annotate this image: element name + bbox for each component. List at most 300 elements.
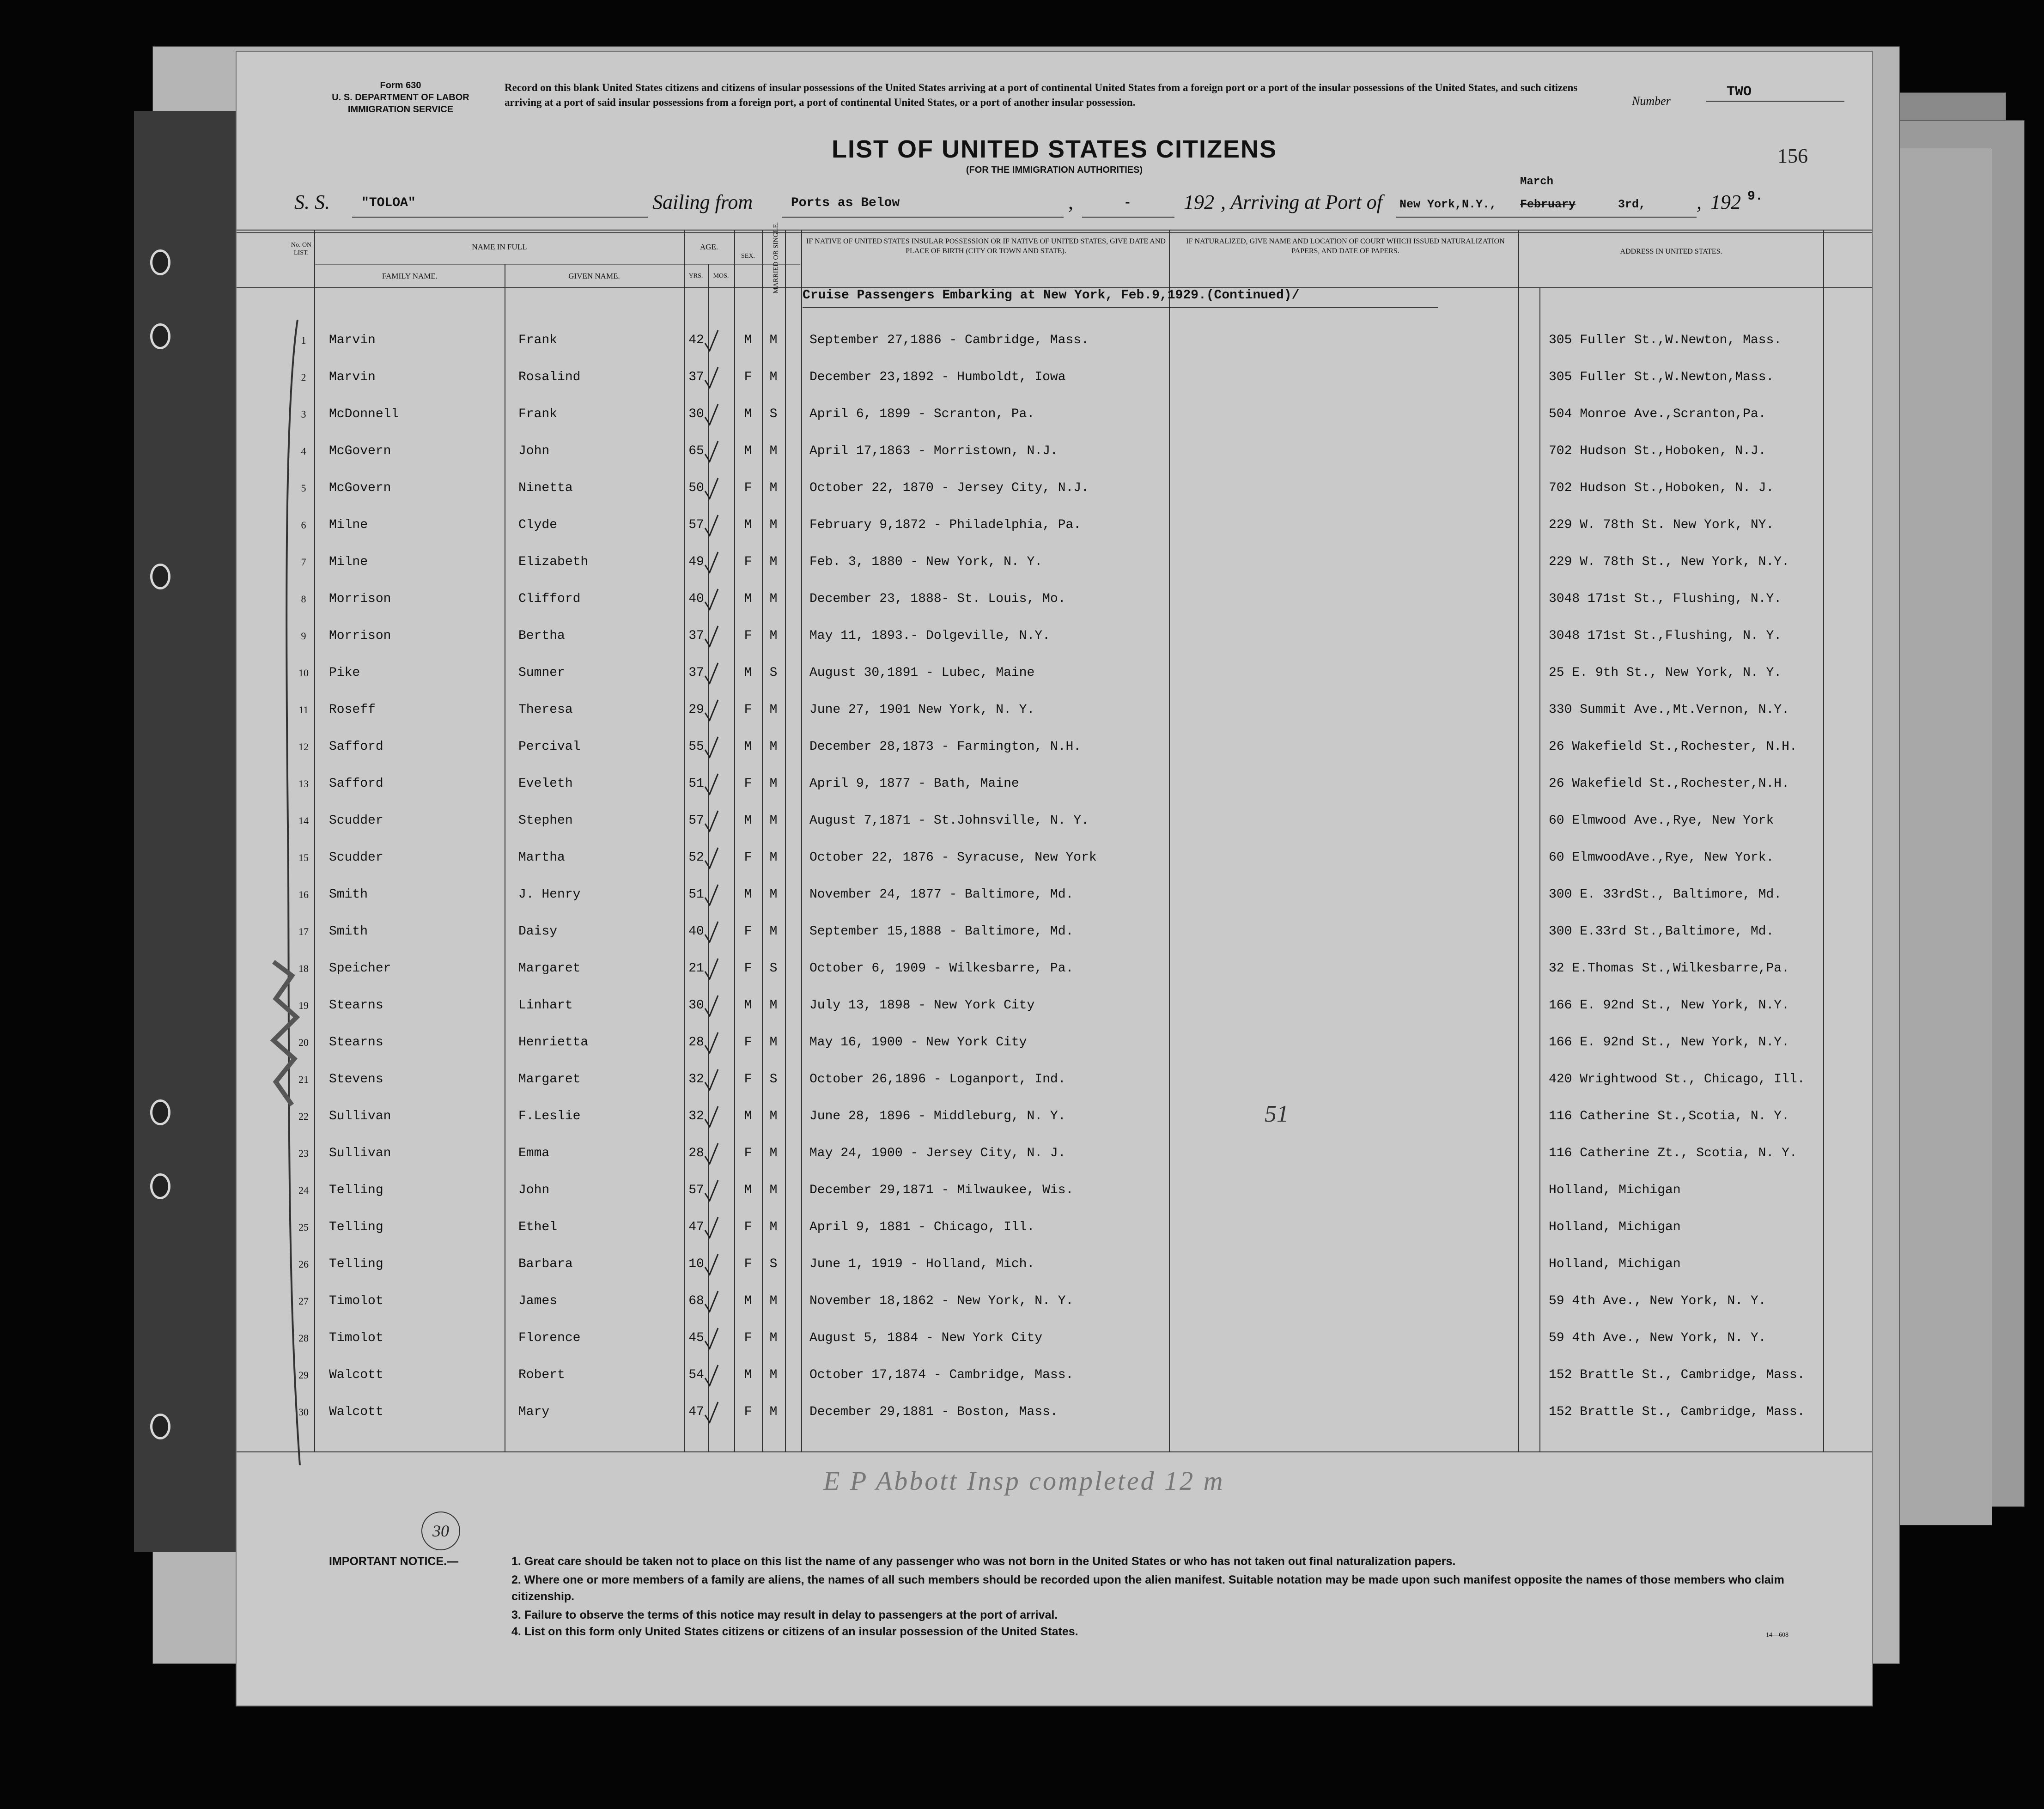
age-years: 51 [688, 887, 704, 902]
sex: M [744, 813, 752, 828]
checkmark-icon [703, 661, 720, 685]
checkmark-icon [703, 809, 720, 833]
col-header-yrs: YRS. [688, 273, 703, 279]
checkmark-icon [703, 735, 720, 759]
marital-status: M [769, 813, 778, 828]
birth-info: April 9, 1877 - Bath, Maine [809, 777, 1019, 791]
row-number: 18 [298, 963, 309, 974]
table-row [237, 950, 1872, 987]
given-name: Robert [518, 1368, 565, 1382]
checkmark-icon [703, 1289, 720, 1313]
address: 26 Wakefield St.,Rochester,N.H. [1549, 777, 1789, 791]
checkmark-icon [703, 772, 720, 796]
table-row [237, 876, 1872, 913]
address: 59 4th Ave., New York, N. Y. [1549, 1294, 1766, 1308]
row-number: 2 [301, 371, 306, 383]
given-name: Eveleth [518, 777, 573, 791]
table-row [237, 692, 1872, 728]
sex: F [744, 370, 752, 384]
marital-status: M [769, 1368, 778, 1382]
binder-hole [150, 249, 170, 275]
checkmark-icon [703, 1215, 720, 1239]
birth-info: May 16, 1900 - New York City [809, 1035, 1027, 1050]
sex: F [744, 481, 752, 495]
notice-heading: IMPORTANT NOTICE.— [329, 1555, 459, 1568]
address: 702 Hudson St.,Hoboken, N. J. [1549, 481, 1774, 495]
page-title: LIST OF UNITED STATES CITIZENS [832, 135, 1277, 163]
sex: M [744, 998, 752, 1013]
table-row [237, 1357, 1872, 1394]
checkmark-icon [703, 439, 720, 463]
family-name: Timolot [329, 1294, 383, 1308]
checkmark-icon [703, 846, 720, 870]
row-number: 15 [298, 852, 309, 863]
sex: M [744, 592, 752, 606]
binder-hole [150, 323, 170, 349]
birth-info: October 17,1874 - Cambridge, Mass. [809, 1368, 1074, 1382]
marital-status: S [769, 1257, 778, 1271]
address: 229 W. 78th St. New York, NY. [1549, 518, 1774, 532]
family-name: Telling [329, 1220, 383, 1234]
checkmark-icon [703, 1363, 720, 1387]
address: 116 Catherine Zt., Scotia, N. Y. [1549, 1146, 1797, 1160]
birth-info: June 28, 1896 - Middleburg, N. Y. [809, 1109, 1066, 1123]
checkmark-icon [703, 550, 720, 574]
manifest-page: Form 630 U. S. DEPARTMENT OF LABOR IMMIGRATION SERVICE Record on this blank United States citizens and citizens of insular possessions of the United States arriving at a port of continental United States from a foreign port or a port of the insular possessions of the United States, and such citizens arriving at a port of said insular possessions from a foreign port, a port of continental United States, or a port of another insular possession. Number TWO LIST OF UNITED STATES CITIZENS (FOR THE IMMIGRATION AUTHORITIES) 156 S. S. "TOLOA" Sailing from Ports as Below , - 192 , Arriving at Port of New York,N.Y., March February 3rd, , 192 9. No. ON LIST. NAME IN FULL FAMILY NAME. GIVEN NAME. AGE. YRS. MOS. SEX. MARRIED OR SINGLE. IF NATIVE OF UNITED STATES INSULAR POSSESSION OR IF NATIVE OF UNITED STATES, GIVE DATE AND PLACE OF BIRTH (CITY OR TOWN AND STATE). IF NATURALIZED, GIVE NAME AND LOCATION OF COURT WHICH ISSUED NATURALIZATION PAPERS, AND DATE OF PAPERS. ADDRESS IN UNITED STATES. Cruise Passengers Embarking at New York, Feb.9,1929.(Continued)/ 1 Marvin Frank 42 M M September 27,1886 - Cambridge, Mass. 305 Fuller St.,W.Newton, Mass. 2 Marvin Rosalind 37 F M December 23,1892 - Humboldt, Iowa 305 Fuller St.,W.Newton,Mass. 3 McDonnell Frank 30 M S April 6, 1899 - Scranton, Pa. 504 Monroe Ave.,Scranton,Pa. 4 McGovern John 65 M M April 17,1863 - Morristown, N.J. 702 Hudson St.,Hoboken, N.J. 5 McGovern Ninetta 50 F M October 22, 1870 - Jersey City, N.J. 702 Hudson St.,Hoboken, N. J. 6 Milne Clyde 57 M M February 9,1872 - Philadelphia, Pa. 229 W. 78th St. New York, NY. 7 Milne Elizabeth 49 F M Feb. 3, 1880 - New York, N. Y. 229 W. 78th St., New York, N.Y. 8 Morrison Clifford 40 M M December 23, 1888- St. Louis, Mo. 3048 171st St., Flushing, N.Y. 9 Morrison Bertha 37 F M May 11, 1893.- Dolgeville, N.Y. 3048 171st St.,Flushing, N. Y. 10 Pike Sumner 37 M S August 30,1891 - Lubec, Maine 25 E. 9th St., New York, N. Y. 11 Roseff Theresa 29 F M June 27, 1901 New York, N. Y. 330 Summit Ave.,Mt.Vernon, N.Y. 12 Safford Percival 55 M M December 28,1873 - Farmington, N.H. 26 Wakefield St.,Rochester, N.H. 13 Safford Eveleth 51 F M April 9, 1877 - Bath, Maine 26 Wakefield St.,Rochester,N.H. 14 Scudder Stephen 57 M M August 7,1871 - St.Johnsville, N. Y. 60 Elmwood Ave.,Rye, New York 15 Scudder Martha 52 F M October 22, 1876 - Syracuse, New York 60 ElmwoodAve.,Rye, New York. 16 Smith J. Henry 51 M M November 24, 1877 - Baltimore, Md. 300 E. 33rdSt., Baltimore, Md. 17 Smith Daisy 40 F M September 15,1888 - Baltimore, Md. 300 E.33rd St.,Baltimore, Md. 18 Speicher Margaret 21 F S October 6, 1909 - Wilkesbarre, Pa. 32 E.Thomas St.,Wilkesbarre,Pa. 19 Stearns Linhart 30 M M July 13, 1898 - New York City 166 E. 92nd St., New York, N.Y. 20 Stearns Henrietta 28 F M May 16, 1900 - New York City 166 E. 92nd St., New York, N.Y. 21 Stevens Margaret 32 F S October 26,1896 - Loganport, Ind. 420 Wrightwood St., Chicago, Ill. 22 Sullivan F.Leslie 32 M M June 28, 1896 - Middleburg, N. Y. 116 Catherine St.,Scotia, N. Y. 23 Sullivan Emma 28 F M May 24, 1900 - Jersey City, N. J. 116 Catherine Zt., Scotia, N. Y. 24 Telling John 57 M M December 29,1871 - Milwaukee, Wis. Holland, Michigan 25 Telling Ethel 47 F M April 9, 1881 - Chicago, Ill. Holland, Michigan 26 Telling Barbara 10 F S June 1, 1919 - Holland, Mich. Holland, Michigan 27 Timolot James 68 M M November 18,1862 - New York, N. Y. 59 4th Ave., New York, N. Y. 28 Timolot Florence 45 F M August 5, 1884 - New York City 59 4th Ave., New York, N. Y. 29 Walcott Robert 54 M M October 17,1874 - Cambridge, Mass. 152 Brattle St., Cambridge, Mass. 30 Walcott Mary 47 F M December 29,1881 - Boston, Mass. 152 Brattle St., Cambridge, Mass. 51 E P Abbott Insp completed 12 m 30 IMPORTANT NOTICE.— 1. Great care should be taken not to place on this list the name of any passenger who was not born in the United States or who has not taken out final naturalization papers. 2. Where one or more members of a family are aliens, the names of all such members should be recorded upon the alien manifest. Suitable notation may be made upon such manifest opposite the names of those members who claim citizenship. 3. Failure to observe the terms of this notice may result in delay to passengers at the port of arrival. 4. List on this form only United States citizens or citizens of an insular possession of the United States. 14—608 [236, 51, 1873, 1706]
age-years: 47 [688, 1220, 704, 1234]
col-header-marital: MARRIED OR SINGLE. [772, 222, 780, 294]
marital-status: M [769, 1294, 778, 1308]
col-header-name: NAME IN FULL [472, 243, 527, 251]
family-name: McGovern [329, 444, 391, 458]
sex: F [744, 1146, 752, 1160]
table-row [237, 765, 1872, 802]
checkmark-icon [703, 1252, 720, 1276]
birth-info: June 1, 1919 - Holland, Mich. [809, 1257, 1035, 1271]
checkmark-icon [703, 1326, 720, 1350]
row-number: 1 [301, 334, 306, 346]
family-name: Morrison [329, 629, 391, 643]
marital-status: M [769, 629, 778, 643]
sex: M [744, 1294, 752, 1308]
given-name: Mary [518, 1405, 550, 1419]
table-row [237, 470, 1872, 507]
address: 330 Summit Ave.,Mt.Vernon, N.Y. [1549, 703, 1789, 717]
age-years: 52 [688, 850, 704, 865]
given-name: John [518, 444, 550, 458]
given-name: Stephen [518, 813, 573, 828]
age-years: 32 [688, 1072, 704, 1087]
address: 166 E. 92nd St., New York, N.Y. [1549, 998, 1789, 1013]
marital-status: M [769, 740, 778, 754]
given-name: Ninetta [518, 481, 573, 495]
family-name: Morrison [329, 592, 391, 606]
marital-status: M [769, 777, 778, 791]
given-name: James [518, 1294, 558, 1308]
address: 300 E.33rd St.,Baltimore, Md. [1549, 924, 1774, 939]
address: Holland, Michigan [1549, 1257, 1681, 1271]
sex: M [744, 333, 752, 347]
marital-status: S [769, 961, 778, 976]
row-number: 21 [298, 1074, 309, 1085]
table-row [237, 655, 1872, 692]
age-years: 42 [688, 333, 704, 347]
address: 305 Fuller St.,W.Newton,Mass. [1549, 370, 1774, 384]
col-header-given: GIVEN NAME. [568, 272, 620, 280]
family-name: Timolot [329, 1331, 383, 1345]
given-name: John [518, 1183, 550, 1197]
arrival-year: 192 [1710, 191, 1741, 213]
given-name: Daisy [518, 924, 558, 939]
sex: F [744, 961, 752, 976]
marital-status: M [769, 370, 778, 384]
sailing-year: 192 [1184, 191, 1214, 213]
checkmark-icon [703, 587, 720, 611]
birth-info: December 23, 1888- St. Louis, Mo. [809, 592, 1066, 606]
given-name: Clyde [518, 518, 558, 532]
address: 3048 171st St., Flushing, N.Y. [1549, 592, 1782, 606]
table-row [237, 396, 1872, 433]
checkmark-icon [703, 1068, 720, 1092]
marital-status: M [769, 1220, 778, 1234]
row-number: 8 [301, 593, 306, 605]
margin-bracket-mark [279, 320, 307, 1465]
table-row [237, 1394, 1872, 1431]
age-years: 68 [688, 1294, 704, 1308]
row-number: 4 [301, 445, 306, 457]
birth-info: October 22, 1870 - Jersey City, N.J. [809, 481, 1089, 495]
row-number: 12 [298, 741, 309, 753]
birth-info: Feb. 3, 1880 - New York, N. Y. [809, 555, 1043, 569]
family-name: Stevens [329, 1072, 383, 1087]
table-row [237, 433, 1872, 470]
age-years: 40 [688, 592, 704, 606]
marital-status: S [769, 1072, 778, 1087]
family-name: Scudder [329, 813, 383, 828]
table-row [237, 1024, 1872, 1061]
col-header-birth: IF NATIVE OF UNITED STATES INSULAR POSSESSION OR IF NATIVE OF UNITED STATES, GIVE DATE AND PLACE OF BIRTH (CITY OR TOWN AND STATE). [806, 237, 1166, 255]
given-name: Clifford [518, 592, 581, 606]
arrival-year-suffix: 9. [1747, 189, 1763, 204]
binder-hole [150, 1173, 170, 1199]
family-name: Roseff [329, 703, 376, 717]
given-name: Frank [518, 407, 558, 421]
birth-info: April 17,1863 - Morristown, N.J. [809, 444, 1058, 458]
age-years: 51 [688, 777, 704, 791]
age-years: 65 [688, 444, 704, 458]
checkmark-icon [703, 994, 720, 1018]
marital-status: M [769, 518, 778, 532]
birth-info: November 18,1862 - New York, N. Y. [809, 1294, 1074, 1308]
marital-status: M [769, 850, 778, 865]
family-name: Milne [329, 555, 368, 569]
marital-status: M [769, 1146, 778, 1160]
family-name: Stearns [329, 998, 383, 1013]
table-row [237, 802, 1872, 839]
birth-info: October 6, 1909 - Wilkesbarre, Pa. [809, 961, 1074, 976]
address: 32 E.Thomas St.,Wilkesbarre,Pa. [1549, 961, 1789, 976]
age-years: 57 [688, 1183, 704, 1197]
table-row [237, 1061, 1872, 1098]
family-name: Speicher [329, 961, 391, 976]
birth-info: June 27, 1901 New York, N. Y. [809, 703, 1035, 717]
address: Holland, Michigan [1549, 1220, 1681, 1234]
address: 300 E. 33rdSt., Baltimore, Md. [1549, 887, 1782, 902]
row-number: 24 [298, 1184, 309, 1196]
age-years: 40 [688, 924, 704, 939]
address: 166 E. 92nd St., New York, N.Y. [1549, 1035, 1789, 1050]
marital-status: M [769, 1183, 778, 1197]
marital-status: M [769, 444, 778, 458]
given-name: Theresa [518, 703, 573, 717]
marital-status: M [769, 1109, 778, 1123]
continuation-note: Cruise Passengers Embarking at New York, Feb.9,1929.(Continued)/ [803, 288, 1300, 303]
col-header-mos: MOS. [713, 273, 729, 279]
sailing-label: Sailing from [652, 191, 753, 213]
given-name: Martha [518, 850, 565, 865]
table-row [237, 618, 1872, 655]
number-label: Number [1632, 94, 1671, 108]
given-name: Florence [518, 1331, 581, 1345]
row-number: 26 [298, 1258, 309, 1270]
checkmark-icon [703, 476, 720, 500]
checkmark-icon [703, 328, 720, 352]
table-row [237, 913, 1872, 950]
checkmark-icon [703, 883, 720, 907]
arrival-month-struck: February [1520, 198, 1576, 211]
family-name: McGovern [329, 481, 391, 495]
row-number: 19 [298, 1000, 309, 1011]
checkmark-icon [703, 1031, 720, 1055]
row-number: 13 [298, 778, 309, 789]
checkmark-icon [703, 513, 720, 537]
age-years: 55 [688, 740, 704, 754]
address: 420 Wrightwood St., Chicago, Ill. [1549, 1072, 1805, 1087]
address: 3048 171st St.,Flushing, N. Y. [1549, 629, 1782, 643]
marital-status: S [769, 407, 778, 421]
checkmark-icon [703, 957, 720, 981]
given-name: Ethel [518, 1220, 558, 1234]
col-header-address: ADDRESS IN UNITED STATES. [1620, 248, 1722, 255]
address: 305 Fuller St.,W.Newton, Mass. [1549, 333, 1782, 347]
row-number: 29 [298, 1369, 309, 1381]
family-name: Walcott [329, 1368, 383, 1382]
given-name: Bertha [518, 629, 565, 643]
sex: M [744, 666, 752, 680]
marital-status: M [769, 703, 778, 717]
marital-status: M [769, 1035, 778, 1050]
sex: M [744, 1183, 752, 1197]
sex: M [744, 887, 752, 902]
birth-info: October 26,1896 - Loganport, Ind. [809, 1072, 1066, 1087]
address: 229 W. 78th St., New York, N.Y. [1549, 555, 1789, 569]
birth-info: December 23,1892 - Humboldt, Iowa [809, 370, 1066, 384]
table-row [237, 1320, 1872, 1357]
checkmark-icon [703, 698, 720, 722]
address: 116 Catherine St.,Scotia, N. Y. [1549, 1109, 1789, 1123]
sex: M [744, 407, 752, 421]
col-header-family: FAMILY NAME. [382, 272, 438, 280]
sex: F [744, 629, 752, 643]
row-number: 7 [301, 556, 306, 568]
table-row [237, 1135, 1872, 1172]
given-name: Elizabeth [518, 555, 589, 569]
row-number: 6 [301, 519, 306, 531]
age-years: 37 [688, 666, 704, 680]
col-header-naturalization: IF NATURALIZED, GIVE NAME AND LOCATION OF COURT WHICH ISSUED NATURALIZATION PAPERS, AND DATE OF PAPERS. [1186, 237, 1505, 255]
age-years: 45 [688, 1331, 704, 1345]
form-footer-code: 14—608 [1766, 1632, 1788, 1639]
table-row [237, 728, 1872, 765]
form-number: Form 630 [380, 80, 421, 91]
row-number: 17 [298, 926, 309, 937]
checkmark-icon [703, 624, 720, 648]
age-years: 50 [688, 481, 704, 495]
checkmark-icon [703, 1141, 720, 1166]
stamped-page-number: 156 [1777, 145, 1808, 167]
row-number: 30 [298, 1406, 309, 1418]
age-years: 57 [688, 813, 704, 828]
list-number: TWO [1727, 84, 1752, 100]
age-years: 29 [688, 703, 704, 717]
family-name: Stearns [329, 1035, 383, 1050]
table-row [237, 507, 1872, 544]
birth-info: August 30,1891 - Lubec, Maine [809, 666, 1035, 680]
table-row [237, 322, 1872, 359]
table-row [237, 544, 1872, 581]
birth-info: December 28,1873 - Farmington, N.H. [809, 740, 1082, 754]
binder-hole [150, 1099, 170, 1125]
row-number: 25 [298, 1221, 309, 1233]
marital-status: S [769, 666, 778, 680]
row-number: 11 [298, 704, 309, 716]
family-name: Walcott [329, 1405, 383, 1419]
address: 152 Brattle St., Cambridge, Mass. [1549, 1405, 1805, 1419]
checkmark-icon [703, 1178, 720, 1202]
inspector-completion-note: E P Abbott Insp completed 12 m [823, 1466, 1225, 1496]
birth-info: April 9, 1881 - Chicago, Ill. [809, 1220, 1035, 1234]
age-years: 54 [688, 1368, 704, 1382]
department-name: U. S. DEPARTMENT OF LABOR [332, 92, 469, 103]
given-name: J. Henry [518, 887, 581, 902]
form-instructions: Record on this blank United States citizens and citizens of insular possessions of the United States arriving at a port of continental United States from a foreign port or a port of the insular possessions of the United States, and such citizens arriving at a port of said insular possessions from a foreign port, a port of continental United States, or a port of another insular possession. [505, 82, 1578, 108]
family-name: Sullivan [329, 1109, 391, 1123]
age-years: 28 [688, 1035, 704, 1050]
table-row [237, 359, 1872, 396]
marital-status: M [769, 998, 778, 1013]
age-years: 37 [688, 370, 704, 384]
family-name: Marvin [329, 370, 376, 384]
address: 504 Monroe Ave.,Scranton,Pa. [1549, 407, 1766, 421]
row-number: 16 [298, 889, 309, 900]
age-years: 30 [688, 407, 704, 421]
marital-status: M [769, 555, 778, 569]
age-years: 47 [688, 1405, 704, 1419]
table-row [237, 1283, 1872, 1320]
sailing-from: Ports as Below [791, 196, 900, 210]
address: 26 Wakefield St.,Rochester, N.H. [1549, 740, 1797, 754]
notice-item: 3. Failure to observe the terms of this notice may result in delay to passengers at the port of arrival. [511, 1609, 1058, 1621]
continuation-underline [803, 307, 1438, 308]
marital-status: M [769, 592, 778, 606]
family-name: Pike [329, 666, 360, 680]
sex: F [744, 703, 752, 717]
sex: F [744, 555, 752, 569]
age-years: 37 [688, 629, 704, 643]
birth-info: August 5, 1884 - New York City [809, 1331, 1043, 1345]
birth-info: December 29,1881 - Boston, Mass. [809, 1405, 1058, 1419]
sex: F [744, 1331, 752, 1345]
table-row [237, 839, 1872, 876]
notice-item: 1. Great care should be taken not to place on this list the name of any passenger who was not born in the United States or who has not taken out final naturalization papers. [511, 1555, 1456, 1568]
marital-status: M [769, 1405, 778, 1419]
table-row [237, 581, 1872, 618]
sex: M [744, 1109, 752, 1123]
birth-info: May 24, 1900 - Jersey City, N. J. [809, 1146, 1066, 1160]
birth-info: October 22, 1876 - Syracuse, New York [809, 850, 1097, 865]
address: Holland, Michigan [1549, 1183, 1681, 1197]
given-name: Emma [518, 1146, 550, 1160]
marital-status: M [769, 887, 778, 902]
address: 702 Hudson St.,Hoboken, N.J. [1549, 444, 1766, 458]
row-number: 23 [298, 1147, 309, 1159]
given-name: F.Leslie [518, 1109, 581, 1123]
checkmark-icon [703, 1105, 720, 1129]
row-number: 5 [301, 482, 306, 494]
ss-label: S. S. [294, 191, 330, 213]
checkmark-icon [703, 1400, 720, 1424]
sex: M [744, 740, 752, 754]
family-name: Safford [329, 777, 383, 791]
family-name: Safford [329, 740, 383, 754]
given-name: Linhart [518, 998, 573, 1013]
birth-info: July 13, 1898 - New York City [809, 998, 1035, 1013]
sex: F [744, 777, 752, 791]
binder-hole [150, 1414, 170, 1439]
marital-status: M [769, 481, 778, 495]
row-number: 9 [301, 630, 306, 642]
page-subtitle: (FOR THE IMMIGRATION AUTHORITIES) [966, 165, 1143, 175]
table-row [237, 987, 1872, 1024]
row-number: 3 [301, 408, 306, 420]
marital-status: M [769, 924, 778, 939]
birth-info: May 11, 1893.- Dolgeville, N.Y. [809, 629, 1050, 643]
row-number: 28 [298, 1332, 309, 1344]
sex: F [744, 1072, 752, 1087]
col-header-no: No. ON LIST. [291, 242, 312, 256]
given-name: Percival [518, 740, 581, 754]
age-years: 49 [688, 555, 704, 569]
row-number: 20 [298, 1037, 309, 1048]
age-years: 32 [688, 1109, 704, 1123]
row-number: 10 [298, 667, 309, 679]
table-row [237, 1246, 1872, 1283]
binder-hole [150, 564, 170, 589]
handwritten-number: 51 [1265, 1101, 1289, 1127]
address: 60 ElmwoodAve.,Rye, New York. [1549, 850, 1774, 865]
col-header-sex: SEX. [741, 253, 755, 260]
table-row [237, 1209, 1872, 1246]
arriving-label: , Arriving at Port of [1221, 191, 1382, 213]
age-years: 57 [688, 518, 704, 532]
address: 152 Brattle St., Cambridge, Mass. [1549, 1368, 1805, 1382]
birth-info: November 24, 1877 - Baltimore, Md. [809, 887, 1074, 902]
family-name: Milne [329, 518, 368, 532]
family-name: Marvin [329, 333, 376, 347]
family-name: Telling [329, 1183, 383, 1197]
notice-item: 4. List on this form only United States citizens or citizens of an insular possession of the United States. [511, 1625, 1078, 1638]
background-sheet [1885, 148, 1992, 1525]
